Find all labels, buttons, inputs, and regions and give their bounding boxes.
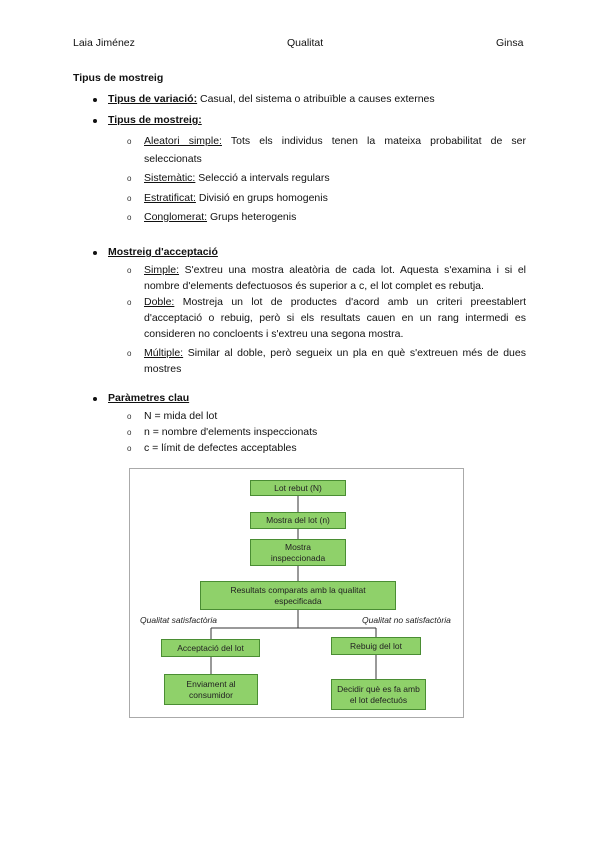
circle-bullet: o [127, 266, 132, 275]
header-subject: Qualitat [287, 37, 324, 49]
label-satisfactoria: Qualitat satisfactòria [140, 615, 218, 625]
circle-bullet: o [127, 412, 132, 421]
text-aleatori: Tots els individus tenen la mateixa probabilitat de ser [221, 135, 527, 147]
bullet [93, 397, 97, 401]
label-no-satisfactoria: Qualitat no satisfactòria [362, 615, 451, 625]
circle-bullet: o [127, 174, 132, 183]
param-N: N = mida del lot [144, 410, 218, 422]
simple-line1: S'extreu una mostra aleatòria de cada lot. Aquesta s'examina i si el [179, 264, 526, 276]
box-acceptacio: Acceptació del lot [161, 639, 260, 657]
variation-label: Tipus de variació: [108, 93, 198, 105]
term-multiple: Múltiple: [144, 347, 184, 359]
bullet [93, 98, 97, 102]
circle-bullet: o [127, 213, 132, 222]
term-estratificat: Estratificat: [144, 192, 196, 204]
term-aleatori: Aleatori simple: [144, 135, 222, 147]
simple-line2: nombre d'elements defectuosos és superior a c, el lot complet es rebutja. [144, 280, 484, 292]
multiple-line2: mostres [144, 363, 182, 375]
section-title: Tipus de mostreig [73, 72, 164, 84]
box-decidir: Decidir què es fa amb el lot defectuós [331, 679, 426, 710]
sampling-item-estratificat [144, 190, 328, 206]
box-mostra-lot: Mostra del lot (n) [250, 512, 346, 529]
bullet [93, 119, 97, 123]
acceptance-simple [144, 262, 526, 294]
bullet [93, 251, 97, 255]
multiple-line1: Similar al doble, però segueix un pla en què s'extreuen més de dues [183, 347, 526, 359]
circle-bullet: o [127, 194, 132, 203]
variation-line [108, 91, 435, 107]
circle-bullet: o [127, 298, 132, 307]
circle-bullet: o [127, 444, 132, 453]
sampling-item-aleatori [144, 133, 526, 149]
box-lot-rebut: Lot rebut (N) [250, 480, 346, 496]
variation-text: Casual, del sistema o atribuïble a causes externes [197, 93, 435, 105]
term-simple: Simple: [144, 264, 180, 276]
term-double: Doble: [144, 296, 175, 308]
term-sistematic: Sistemàtic: [144, 172, 196, 184]
term-conglomerat: Conglomerat: [144, 211, 208, 223]
acceptance-label: Mostreig d'acceptació [108, 246, 218, 258]
box-rebuig: Rebuig del lot [331, 637, 421, 655]
box-mostra-inspeccionada: Mostra inspeccionada [250, 539, 346, 566]
box-enviament: Enviament al consumidor [164, 674, 258, 705]
param-n: n = nombre d'elements inspeccionats [144, 426, 318, 438]
param-c: c = límit de defectes acceptables [144, 442, 297, 454]
circle-bullet: o [127, 428, 132, 437]
sampling-item-conglomerat [144, 209, 296, 225]
sampling-label: Tipus de mostreig: [108, 114, 202, 126]
double-line1: Mostreja un lot de productes d'acord amb un criteri preestablert [174, 296, 526, 308]
text-conglomerat: Grups heterogenis [207, 211, 297, 223]
acceptance-double [144, 294, 526, 342]
sampling-item-sistematic [144, 170, 330, 186]
sampling-item-aleatori-cont: seleccionats [144, 153, 202, 165]
header-school: Ginsa [496, 37, 524, 49]
text-estratificat: Divisió en grups homogenis [195, 192, 328, 204]
circle-bullet: o [127, 349, 132, 358]
acceptance-flow-diagram [129, 468, 464, 718]
double-line2: d'acceptació o rebuig, però si els resultats cauen en un rang intermedi es [144, 312, 526, 324]
double-line3: consideren no concloents i s'extreu una segona mostra. [144, 328, 404, 340]
params-label: Paràmetres clau [108, 392, 190, 404]
header-author: Laia Jiménez [73, 37, 135, 49]
text-sistematic: Selecció a intervals regulars [195, 172, 330, 184]
acceptance-multiple [144, 345, 526, 377]
box-resultats: Resultats comparats amb la qualitat especificada [200, 581, 396, 610]
circle-bullet: o [127, 137, 132, 146]
